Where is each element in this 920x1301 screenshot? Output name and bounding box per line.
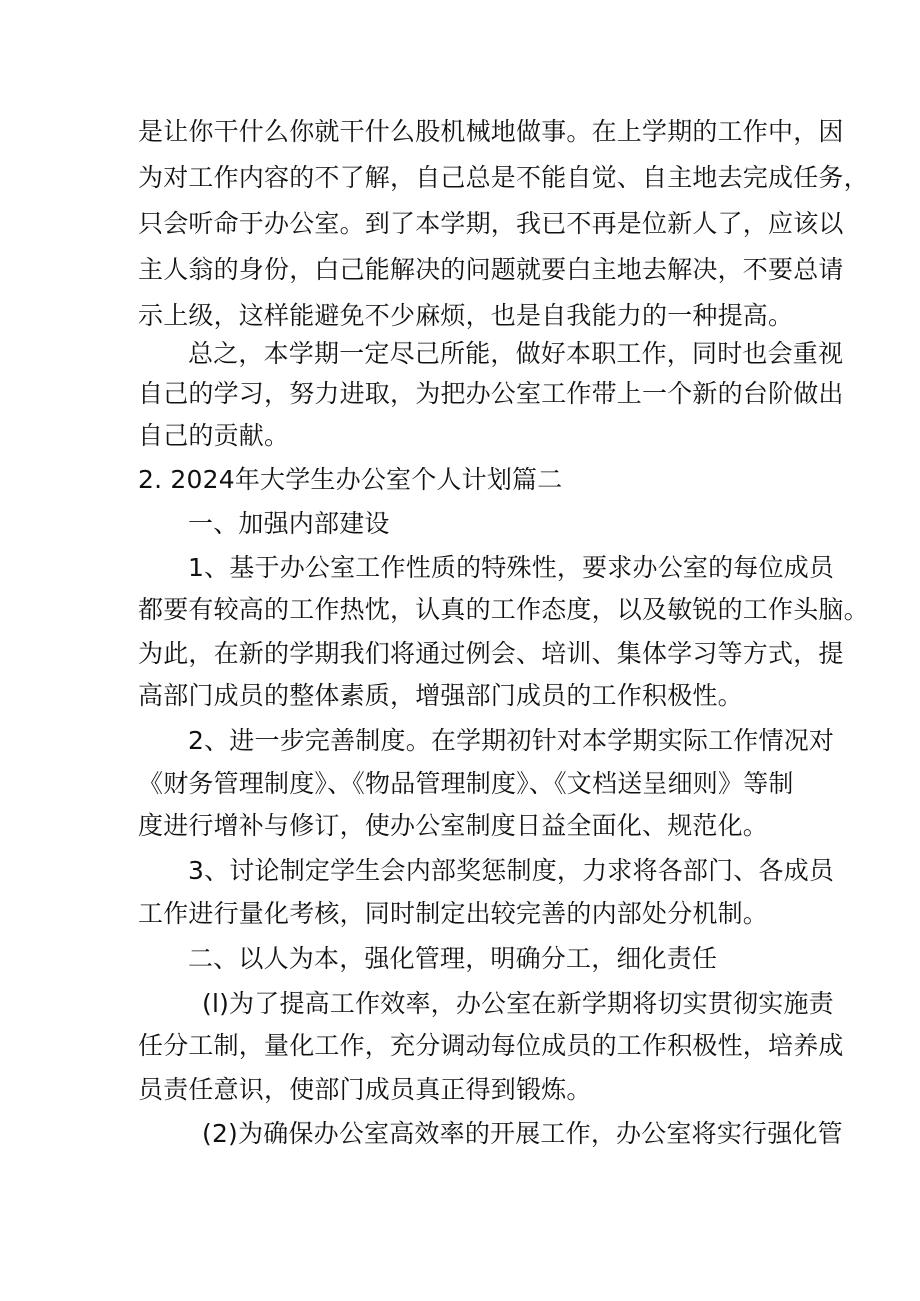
text-line: 为此，在新的学期我们将通过例会、培训、集体学习等方式，提 (138, 639, 844, 668)
section-heading: 2. 2024年大学生办公室个人计划篇二 (138, 465, 563, 494)
text-line: 员责任意识，使部门成员真正得到锻炼。 (138, 1075, 592, 1104)
text-line: 总之，本学期一定尽己所能，做好本职工作，同时也会重视 (188, 339, 844, 368)
text-line: 只会听命于办公室。到了本学期，我已不再是位新人了，应该以 (138, 209, 844, 238)
text-line: 为对工作内容的不了解，自己总是不能自觉、自主地去完成任务， (138, 163, 869, 192)
text-line: 自己的学习，努力进取，为把办公室工作带上一个新的台阶做出 (138, 379, 844, 408)
text-line: 自己的贡献。 (138, 421, 290, 450)
text-line: 《财务管理制度》、《物品管理制度》、《文档送呈细则》等制 (138, 769, 794, 798)
subheading: 二、以人为本，强化管理，明确分工，细化责任 (188, 944, 718, 973)
text-line: 工作进行量化考核，同时制定出较完善的内部处分机制。 (138, 899, 769, 928)
text-line: 1、基于办公室工作性质的特殊性，要求办公室的每位成员 (188, 553, 835, 582)
text-line: 都要有较高的工作热忱，认真的工作态度，以及敏锐的工作头脑。 (138, 595, 869, 624)
text-line: 是让你干什么你就干什么股机械地做事。在上学期的工作中，因 (138, 117, 844, 146)
text-line: 高部门成员的整体素质，增强部门成员的工作积极性。 (138, 681, 743, 710)
text-line: 主人翁的身份，白己能解决的问题就要白主地去解决，不要总请 (138, 255, 844, 284)
text-line: 2、进一步完善制度。在学期初针对本学期实际工作情况对 (188, 726, 835, 755)
text-line: 任分工制，量化工作，充分调动每位成员的工作积极性，培养成 (138, 1031, 844, 1060)
text-line: 3、讨论制定学生会内部奖惩制度，力求将各部门、各成员 (188, 856, 835, 885)
text-line: (2)为确保办公室高效率的开展工作，办公室将实行强化管 (202, 1119, 843, 1148)
text-line: (l)为了提高工作效率，办公室在新学期将切实贯彻实施责 (202, 989, 834, 1018)
text-line: 示上级，这样能避免不少麻烦，也是自我能力的一种提高。 (138, 301, 794, 330)
text-line: 度进行增补与修订，使办公室制度日益全面化、规范化。 (138, 811, 769, 840)
subheading: 一、加强内部建设 (188, 509, 390, 538)
